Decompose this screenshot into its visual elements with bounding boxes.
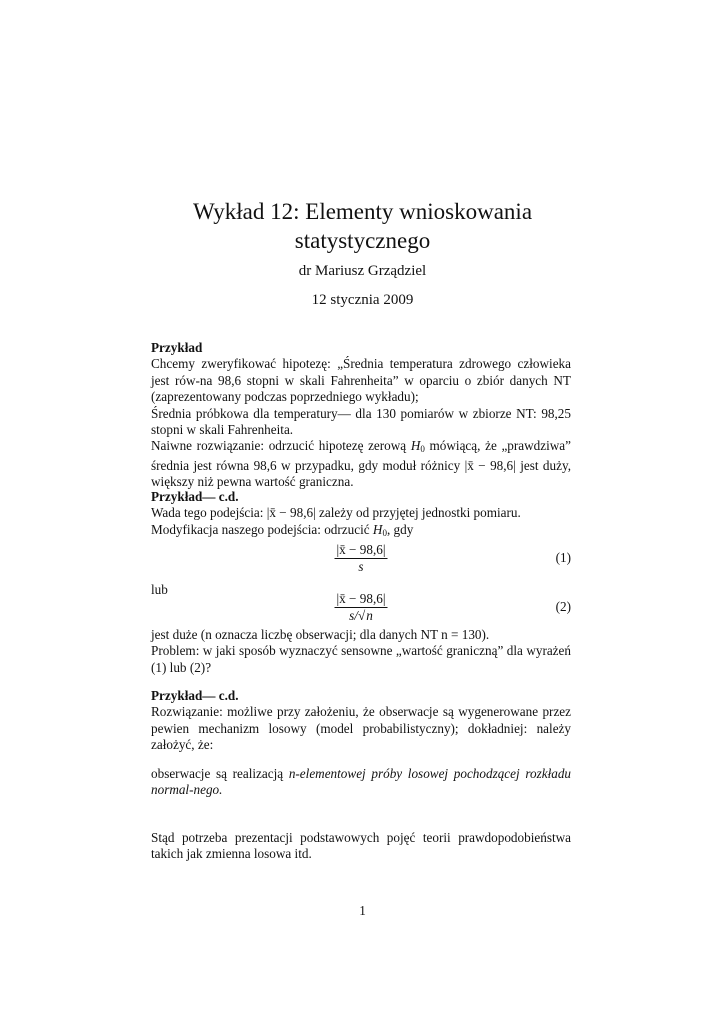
denominator-s: s/ — [349, 608, 358, 623]
fraction-numerator: |x̄ − 98,6| — [336, 542, 386, 557]
paragraph-hypothesis: Chcemy zweryfikować hipotezę: „Średnia temperatura zdrowego człowieka jest rów-na 98,6 stopni w skali Fahrenheita” w oparciu o zbiór danych NT (zaprezentowany podczas poprzedniego wykładu); — [151, 356, 571, 405]
section-example-1 — [151, 340, 571, 491]
page-number: 1 — [359, 903, 366, 918]
fraction — [335, 591, 388, 624]
title-line-1: Wykład 12: Elementy wnioskowania — [192, 199, 533, 224]
section-example-3 — [151, 688, 571, 754]
fraction-numerator: |x̄ − 98,6| — [336, 591, 386, 606]
section-heading: Przykład— c.d. — [151, 489, 239, 504]
denominator-n: n — [366, 608, 373, 623]
text-fragment: mówiącą, że „prawdziwa” średnia jest równa 98,6 w przypadku, gdy moduł różnicy |x̄ − 98,6| jest duży, większy niż pewna wartość graniczna. — [151, 438, 572, 490]
paragraph-observations — [151, 766, 571, 799]
fraction — [335, 542, 388, 575]
paragraph-problem: Problem: w jaki sposób wyznaczyć sensowne „wartość graniczną” dla wyrażeń (1) lub (2)? — [151, 643, 571, 675]
math-symbol-h: H — [410, 438, 421, 454]
paragraph-naive-solution — [151, 438, 571, 490]
equation-2 — [151, 591, 571, 625]
title-line-2: statystycznego — [294, 228, 431, 253]
paragraph-conclusion: Stąd potrzeba prezentacji podstawowych pojęć teorii prawdopodobieństwa takich jak zmienna losowa itd. — [151, 830, 571, 862]
math-symbol-h: H — [372, 521, 383, 537]
text-fragment: , gdy — [386, 521, 414, 537]
word-lub: lub — [151, 582, 168, 597]
math-subscript: 0 — [420, 444, 425, 455]
paragraph-solution: Rozwiązanie: możliwe przy założeniu, że obserwacje są wygenerowane przez pewien mechanizm losowy (model probabilistyczny); dokładniej: należy założyć, że: — [151, 704, 571, 753]
paragraph-large: jest duże (n oznacza liczbę obserwacji; dla danych NT n = 130). — [151, 627, 490, 642]
section-heading: Przykład— c.d. — [151, 688, 239, 703]
math-subscript: 0 — [382, 527, 387, 538]
paragraph-conclusion-block — [151, 830, 571, 863]
sqrt-symbol: √ — [357, 608, 366, 623]
text-fragment: obserwacje są realizacją — [151, 766, 284, 781]
equation-label: (2) — [555, 599, 571, 614]
fraction-denominator — [335, 608, 388, 624]
equation-1 — [151, 542, 571, 576]
equation-label: (1) — [555, 550, 571, 565]
paragraph-observations-block — [151, 766, 571, 799]
section-heading: Przykład — [151, 340, 203, 355]
paragraph-drawback: Wada tego podejścia: |x̄ − 98,6| zależy od przyjętej jednostki pomiaru. — [151, 505, 521, 521]
date: 12 stycznia 2009 — [311, 292, 414, 308]
paragraph-sample-mean: Średnia próbkowa dla temperatury— dla 130 pomiarów w zbiorze NT: 98,25 stopni w skali Fahrenheita. — [151, 405, 571, 438]
paragraph-modification — [151, 522, 571, 541]
author: dr Mariusz Grządziel — [298, 263, 427, 279]
lecture-title — [0, 197, 725, 255]
section-example-2 — [151, 489, 571, 541]
text-fragment: Naiwne rozwiązanie: odrzucić hipotezę zerową — [151, 438, 407, 454]
section-example-2-cont — [151, 627, 571, 676]
text-fragment: Modyfikacja naszego podejścia: odrzucić — [151, 521, 370, 537]
emphasized-text: n-elementowej próby losowej pochodzącej rozkładu normal-nego. — [151, 766, 572, 798]
fraction-denominator: s — [358, 559, 364, 574]
